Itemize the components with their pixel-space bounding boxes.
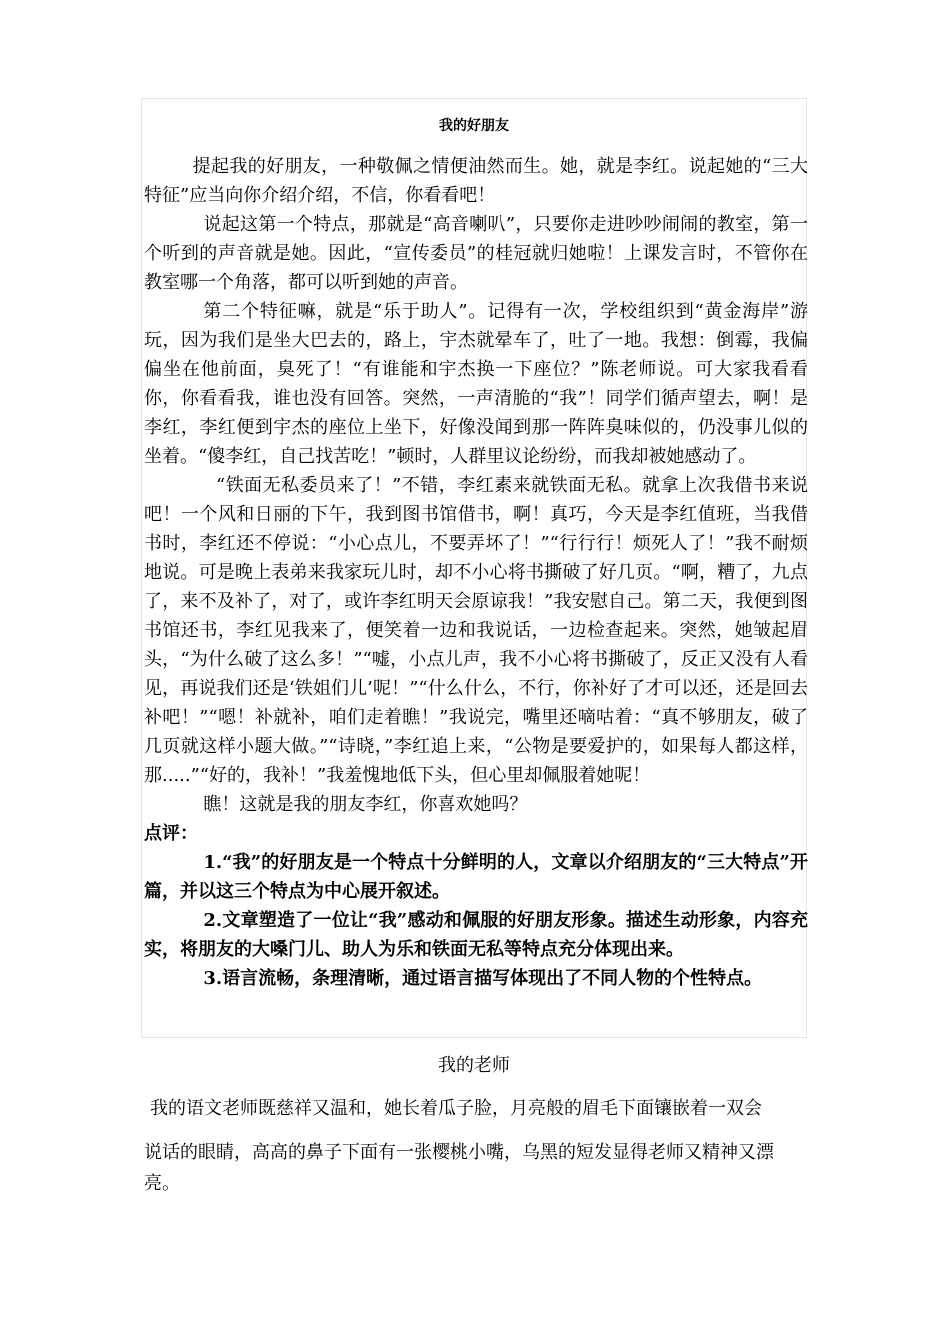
essay-paragraph: 说起这第一个特点，那就是“高音喇叭”，只要你走进吵吵闹闹的教室，第一个听到的声音就是她。因此，“宣传委员”的桂冠就归她啦！上课发言时，不管你在教室哪一个角落，都可以听到她的声音。 <box>144 214 808 293</box>
comment-item: 2.文章塑造了一位让“我”感动和佩服的好朋友形象。描述生动形象，内容充实，将朋友的大嗓门儿、助人为乐和铁面无私等特点充分体现出来。 <box>144 910 808 960</box>
second-essay-body <box>144 1095 806 1198</box>
essay-paragraph: 瞧！这就是我的朋友李红，你喜欢她吗？ <box>203 794 528 815</box>
essay-body <box>144 152 808 993</box>
essay-title: 我的好朋友 <box>439 118 509 134</box>
comment-item: 1.“我”的好朋友是一个特点十分鲜明的人，文章以介绍朋友的“三大特点”开篇，并以这三个特点为中心展开叙述。 <box>144 852 808 902</box>
comment-label: 点评： <box>144 823 198 844</box>
second-essay-line: 说话的眼睛，高高的鼻子下面有一张樱桃小嘴，乌黑的短发显得老师又精神又漂 <box>144 1142 774 1163</box>
second-essay-line: 我的语文老师既慈祥又温和，她长着瓜子脸，月亮般的眉毛下面镶嵌着一双会 <box>150 1098 762 1119</box>
essay-paragraph: 提起我的好朋友，一种敬佩之情便油然而生。她，就是李红。说起她的“三大特征”应当向你介绍介绍，不信，你看看吧！ <box>144 156 808 206</box>
second-essay-title: 我的老师 <box>438 1055 510 1076</box>
essay-paragraph: 第二个特征嘛，就是“乐于助人”。记得有一次，学校组织到“黄金海岸”游玩，因为我们是坐大巴去的，路上，宇杰就晕车了，吐了一地。我想：倒霉，我偏偏坐在他前面，臭死了！“有谁能和宇杰换一下座位？”陈老师说。可大家我看看你，你看看我，谁也没有回答。突然，一声清脆的“我”！同学们循声望去，啊！是李红，李红便到宇杰的座位上坐下，好像没闻到那一阵阵臭味似的，仍没事儿似的坐着。“傻李红，自己找苦吃！”顿时，人群里议论纷纷，而我却被她感动了。 <box>144 301 808 467</box>
essay-paragraph: “铁面无私委员来了！”不错，李红素来就铁面无私。就拿上次我借书来说吧！一个风和日丽的下午，我到图书馆借书，啊！真巧，今天是李红值班，当我借书时，李红还不停说：“小心点儿，不要弄坏了！”“行行行！烦死人了！”我不耐烦地说。可是晚上表弟来我家玩儿时，却不小心将书撕破了好几页。“啊，糟了，九点了，来不及补了，对了，或许李红明天会原谅我！”我安慰自己。第二天，我便到图书馆还书，李红见我来了，便笑着一边和我说话，一边检查起来。突然，她皱起眉头，“为什么破了这么多！”“嘘，小点儿声，我不小心将书撕破了，反正又没有人看见，再说我们还是‘铁姐们儿’呢！”“什么什么，不行，你补好了才可以还，还是回去补吧！”“嗯！补就补，咱们走着瞧！”我说完，嘴里还嘀咕着：“真不够朋友，破了几页就这样小题大做。”“诗晓，”李红追上来，“公物是要爱护的，如果每人都这样，那.....”“好的，我补！”我羞愧地低下头，但心里却佩服着她呢！ <box>144 475 808 786</box>
comment-item: 3.语言流畅，条理清晰，通过语言描写体现出了不同人物的个性特点。 <box>203 968 763 989</box>
second-essay-line: 亮。 <box>144 1173 180 1194</box>
